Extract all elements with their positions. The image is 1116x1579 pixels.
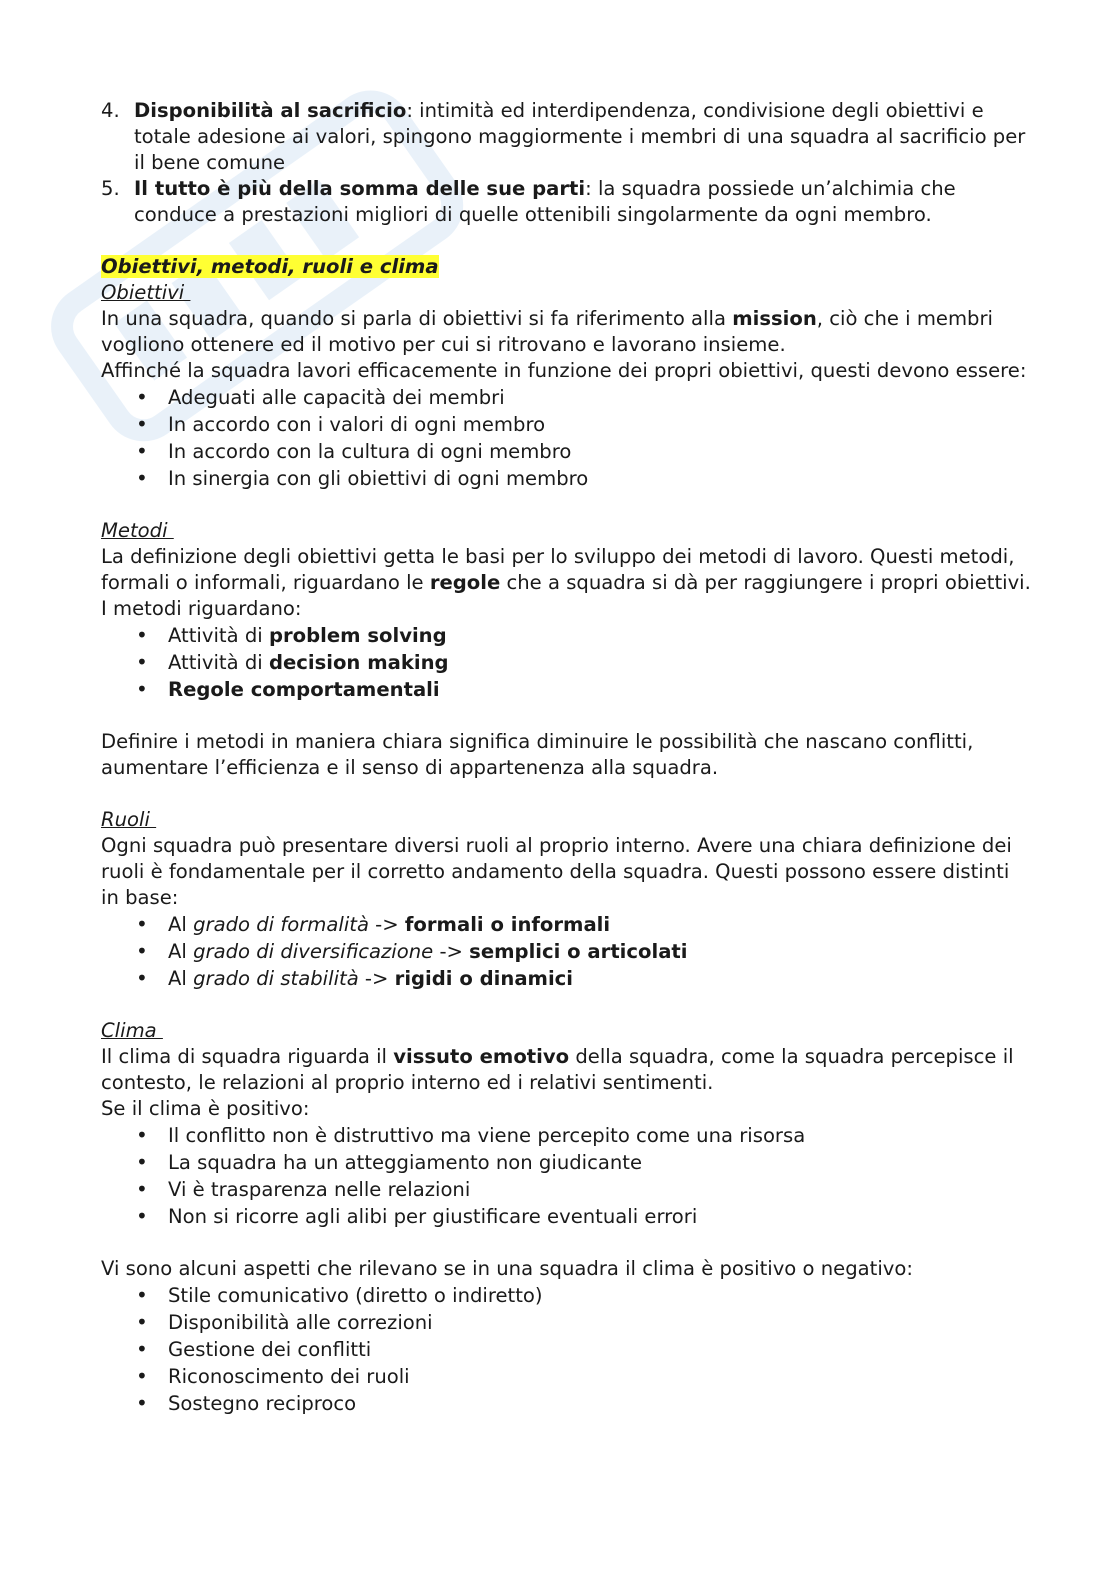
text-bold: formali o informali (404, 913, 611, 936)
text: La definizione degli obiettivi getta le basi per lo sviluppo dei metodi di lavoro. Questi metodi, formali o informali, riguardano le (101, 545, 1015, 594)
clima-paragraph-2: Se il clima è positivo: (101, 1097, 310, 1120)
item-bold-lead: Il tutto è più della somma delle sue parti (134, 177, 586, 200)
list-item: • In sinergia con gli obiettivi di ogni membro (101, 465, 1031, 492)
item-number: 5. (101, 177, 120, 200)
list-item: • Disponibilità alle correzioni (101, 1309, 1031, 1336)
text-italic: grado di stabilità (193, 967, 359, 990)
metodi-paragraph-1 (101, 544, 1031, 596)
clima-paragraph-3: Vi sono alcuni aspetti che rilevano se in una squadra il clima è positivo o negativo: (101, 1257, 913, 1280)
heading-ruoli: Ruoli (101, 808, 157, 831)
text: In una squadra, quando si parla di obiettivi si fa riferimento alla (101, 307, 733, 330)
text-bold: vissuto emotivo (393, 1045, 570, 1068)
heading-metodi: Metodi (101, 519, 174, 542)
list-item: • La squadra ha un atteggiamento non giudicante (101, 1149, 1031, 1176)
clima-paragraph-1 (101, 1044, 1031, 1096)
heading-obiettivi: Obiettivi (101, 281, 191, 304)
list-item: • In accordo con i valori di ogni membro (101, 411, 1031, 438)
text-bold: semplici o articolati (469, 940, 688, 963)
text: Al (168, 940, 194, 963)
text: , ciò che i membri vogliono ottenere ed il motivo per cui si ritrovano e lavorano insieme. (101, 307, 993, 356)
text: Il clima di squadra riguarda il (101, 1045, 394, 1068)
item-bold-lead: Disponibilità al sacrificio (134, 99, 407, 122)
text-bold: regole (429, 571, 501, 594)
ruoli-paragraph-1: Ogni squadra può presentare diversi ruoli al proprio interno. Avere una chiara definizione dei ruoli è fondamentale per il corretto andamento della squadra. Questi possono essere distinti in base: (101, 834, 1012, 909)
list-item (101, 938, 1031, 965)
text: Attività di (168, 651, 269, 674)
list-item: • Il conflitto non è distruttivo ma viene percepito come una risorsa (101, 1122, 1031, 1149)
text: Al (168, 967, 194, 990)
metodi-paragraph-3: Definire i metodi in maniera chiara significa diminuire le possibilità che nascano conflitti, aumentare l’efficienza e il senso di appartenenza alla squadra. (101, 730, 974, 779)
item-text (134, 98, 1031, 176)
section-title-text: Obiettivi, metodi, ruoli e clima (101, 255, 439, 278)
clima-list (101, 1122, 1031, 1230)
obiettivi-list (101, 384, 1031, 492)
text-italic: grado di diversificazione (193, 940, 434, 963)
metodi-list (101, 622, 1031, 703)
numbered-item-4 (101, 98, 1031, 176)
arrow: -> (368, 913, 405, 936)
clima-aspects-list (101, 1282, 1031, 1417)
arrow: -> (358, 967, 395, 990)
list-item: • Sostegno reciproco (101, 1390, 1031, 1417)
text: che a squadra si dà per raggiungere i propri obiettivi. (500, 571, 1031, 594)
text: Attività di (168, 624, 269, 647)
arrow: -> (433, 940, 470, 963)
list-item (101, 676, 1031, 703)
list-item (101, 911, 1031, 938)
obiettivi-paragraph-1 (101, 306, 1031, 358)
text: Al (168, 913, 194, 936)
list-item: • Non si ricorre agli alibi per giustificare eventuali errori (101, 1203, 1031, 1230)
text: della squadra, come la squadra percepisce il contesto, le relazioni al proprio interno ed i relativi sentimenti. (101, 1045, 1014, 1094)
text-bold: mission (732, 307, 817, 330)
list-item: • In accordo con la cultura di ogni membro (101, 438, 1031, 465)
metodi-paragraph-2: I metodi riguardano: (101, 597, 302, 620)
list-item: • Stile comunicativo (diretto o indiretto) (101, 1282, 1031, 1309)
text-bold: problem solving (268, 624, 447, 647)
list-item (101, 649, 1031, 676)
list-item: • Adeguati alle capacità dei membri (101, 384, 1031, 411)
heading-clima: Clima (101, 1019, 163, 1042)
item-rest: : la squadra possiede un’alchimia che conduce a prestazioni migliori di quelle ottenibili singolarmente da ogni membro. (134, 177, 956, 226)
item-number: 4. (101, 99, 120, 122)
text-italic: grado di formalità (193, 913, 369, 936)
item-text (134, 176, 1031, 228)
list-item: • Gestione dei conflitti (101, 1336, 1031, 1363)
ruoli-list (101, 911, 1031, 992)
item-rest: : intimità ed interdipendenza, condivisione degli obiettivi e totale adesione ai valori, spingono maggiormente i membri di una squadra al sacrificio per il bene comune (134, 99, 1026, 174)
text-bold: decision making (268, 651, 449, 674)
numbered-item-5 (101, 176, 1031, 228)
obiettivi-paragraph-2: Affinché la squadra lavori efficacemente in funzione dei propri obiettivi, questi devono essere: (101, 359, 1027, 382)
section-title (101, 254, 1031, 280)
list-item (101, 965, 1031, 992)
list-item: • Vi è trasparenza nelle relazioni (101, 1176, 1031, 1203)
text-bold: Regole comportamentali (168, 678, 440, 701)
list-item: • Riconoscimento dei ruoli (101, 1363, 1031, 1390)
list-item (101, 622, 1031, 649)
document-page (101, 98, 1031, 1417)
text-bold: rigidi o dinamici (394, 967, 573, 990)
